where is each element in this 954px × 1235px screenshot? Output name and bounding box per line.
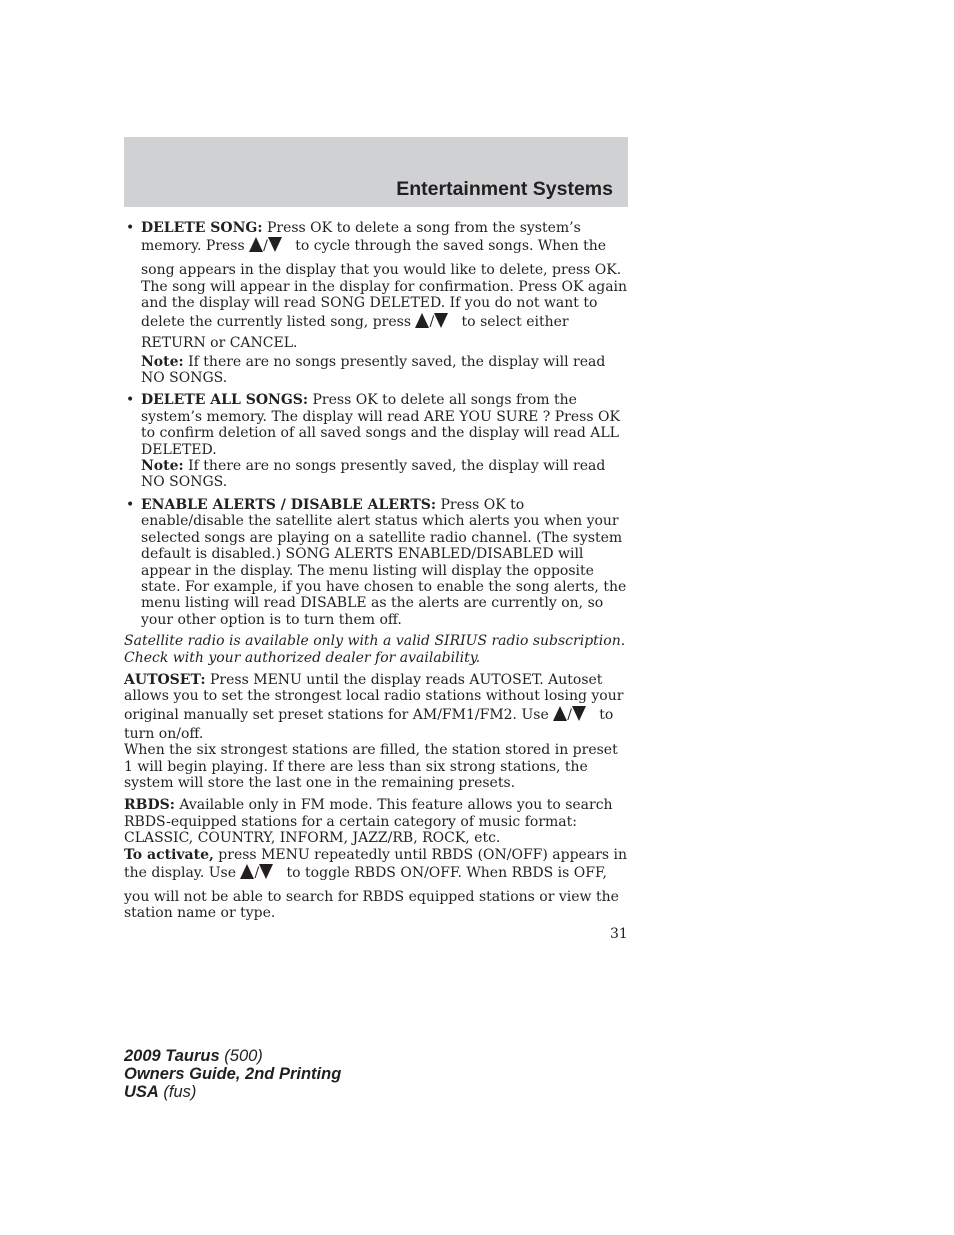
autoset-line2a: original manually set preset stations for AM/FM1/FM2. Use <box>124 706 554 723</box>
arrow-separator: / <box>429 313 435 330</box>
footer-guide: Owners Guide, 2nd Printing <box>124 1065 342 1083</box>
footer-model-code: (500) <box>219 1047 263 1065</box>
delete-song-line4a: delete the currently listed song, press <box>141 313 416 330</box>
footer <box>124 1047 341 1101</box>
footer-region: USA <box>124 1083 159 1101</box>
delete-all-songs-text: Press OK to delete all songs from the system’s memory. The display will read ARE YOU SURE ? Press OK to confirm deletion of all saved songs and the display will read ALL DELETED. <box>141 392 620 458</box>
down-arrow-icon <box>572 706 586 721</box>
bullet-alerts <box>124 497 630 628</box>
up-arrow-icon <box>249 237 263 252</box>
rbds-activate-line3: you will not be able to search for RBDS equipped stations or view the station name or type. <box>124 889 619 922</box>
delete-song-note: If there are no songs presently saved, the display will read NO SONGS. <box>141 353 606 387</box>
note-label: Note: <box>141 353 184 370</box>
delete-song-line3: song appears in the display that you would like to delete, press OK. The song will appear in the display for confirmation. Press OK again and the display will read SONG DELETED. If you do not want to <box>141 262 628 312</box>
autoset-line2b: to <box>594 706 614 723</box>
delete-all-songs-label: DELETE ALL SONGS: <box>141 392 309 409</box>
autoset-line1: Press MENU until the display reads AUTOSET. Autoset allows you to set the strongest local radio stations without losing your <box>124 671 624 705</box>
delete-song-line1: Press OK to delete a song from the system’s <box>262 220 581 236</box>
rbds-activate-line2a: the display. Use <box>124 865 241 881</box>
down-arrow-icon <box>259 864 273 879</box>
to-activate-label: To activate, <box>124 846 214 863</box>
delete-song-line2a: memory. Press <box>141 238 250 255</box>
autoset-para2: When the six strongest stations are filled, the station stored in preset 1 will begin playing. If there are less than six strong stations, the system will store the last one in the remaining presets. <box>124 742 618 791</box>
delete-song-line4b: to select either <box>457 313 569 330</box>
alerts-text: Press OK to enable/disable the satellite alert status which alerts you when your selected songs are playing on a satellite radio channel. (The system default is disabled.) SONG ALERTS ENABLED/DISABLED will appear in the display. The menu listing will display the opposite state. For example, if you have chosen to enable the song alerts, the menu listing will read DISABLE as the alerts are currently on, so your other option is to turn them off. <box>141 496 627 628</box>
delete-song-line5: RETURN or CANCEL. <box>141 334 298 351</box>
page-number: 31 <box>610 926 628 942</box>
down-arrow-icon <box>268 237 282 252</box>
footer-model: 2009 Taurus <box>124 1047 220 1065</box>
rbds-activate-line2b: to toggle RBDS ON/OFF. When RBDS is OFF, <box>282 865 607 881</box>
rbds-activate-line1: press MENU repeatedly until RBDS (ON/OFF) appears in <box>213 846 628 863</box>
bullet-delete-all-songs <box>124 392 630 490</box>
delete-all-songs-note: If there are no songs presently saved, the display will read NO SONGS. <box>141 458 606 491</box>
section-title: Entertainment Systems <box>396 178 613 200</box>
satellite-radio-note: Satellite radio is available only with a valid SIRIUS radio subscription. Check with your authorized dealer for availability. <box>124 633 626 666</box>
delete-song-label: DELETE SONG: <box>141 220 263 236</box>
delete-song-line2b: to cycle through the saved songs. When the <box>290 238 606 255</box>
up-arrow-icon <box>240 864 254 879</box>
down-arrow-icon <box>434 313 448 328</box>
autoset-section <box>124 672 630 791</box>
up-arrow-icon <box>415 313 429 328</box>
bullet-delete-song <box>124 220 630 386</box>
up-arrow-icon <box>553 706 567 721</box>
footer-region-code: (fus) <box>158 1083 197 1101</box>
rbds-section <box>124 797 630 921</box>
autoset-line3: turn on/off. <box>124 725 204 742</box>
page-content <box>124 220 630 922</box>
rbds-label: RBDS: <box>124 797 175 814</box>
arrow-separator: / <box>254 865 260 881</box>
arrow-separator: / <box>567 706 572 723</box>
header-band <box>124 137 628 207</box>
autoset-label: AUTOSET: <box>124 671 206 688</box>
alerts-label: ENABLE ALERTS / DISABLE ALERTS: <box>141 496 437 513</box>
rbds-text: Available only in FM mode. This feature allows you to search RBDS-equipped stations for a certain category of music format: CLASSIC, COUNTRY, INFORM, JAZZ/RB, ROCK, etc. <box>124 797 613 847</box>
note-label: Note: <box>141 458 184 475</box>
arrow-separator: / <box>263 238 268 255</box>
